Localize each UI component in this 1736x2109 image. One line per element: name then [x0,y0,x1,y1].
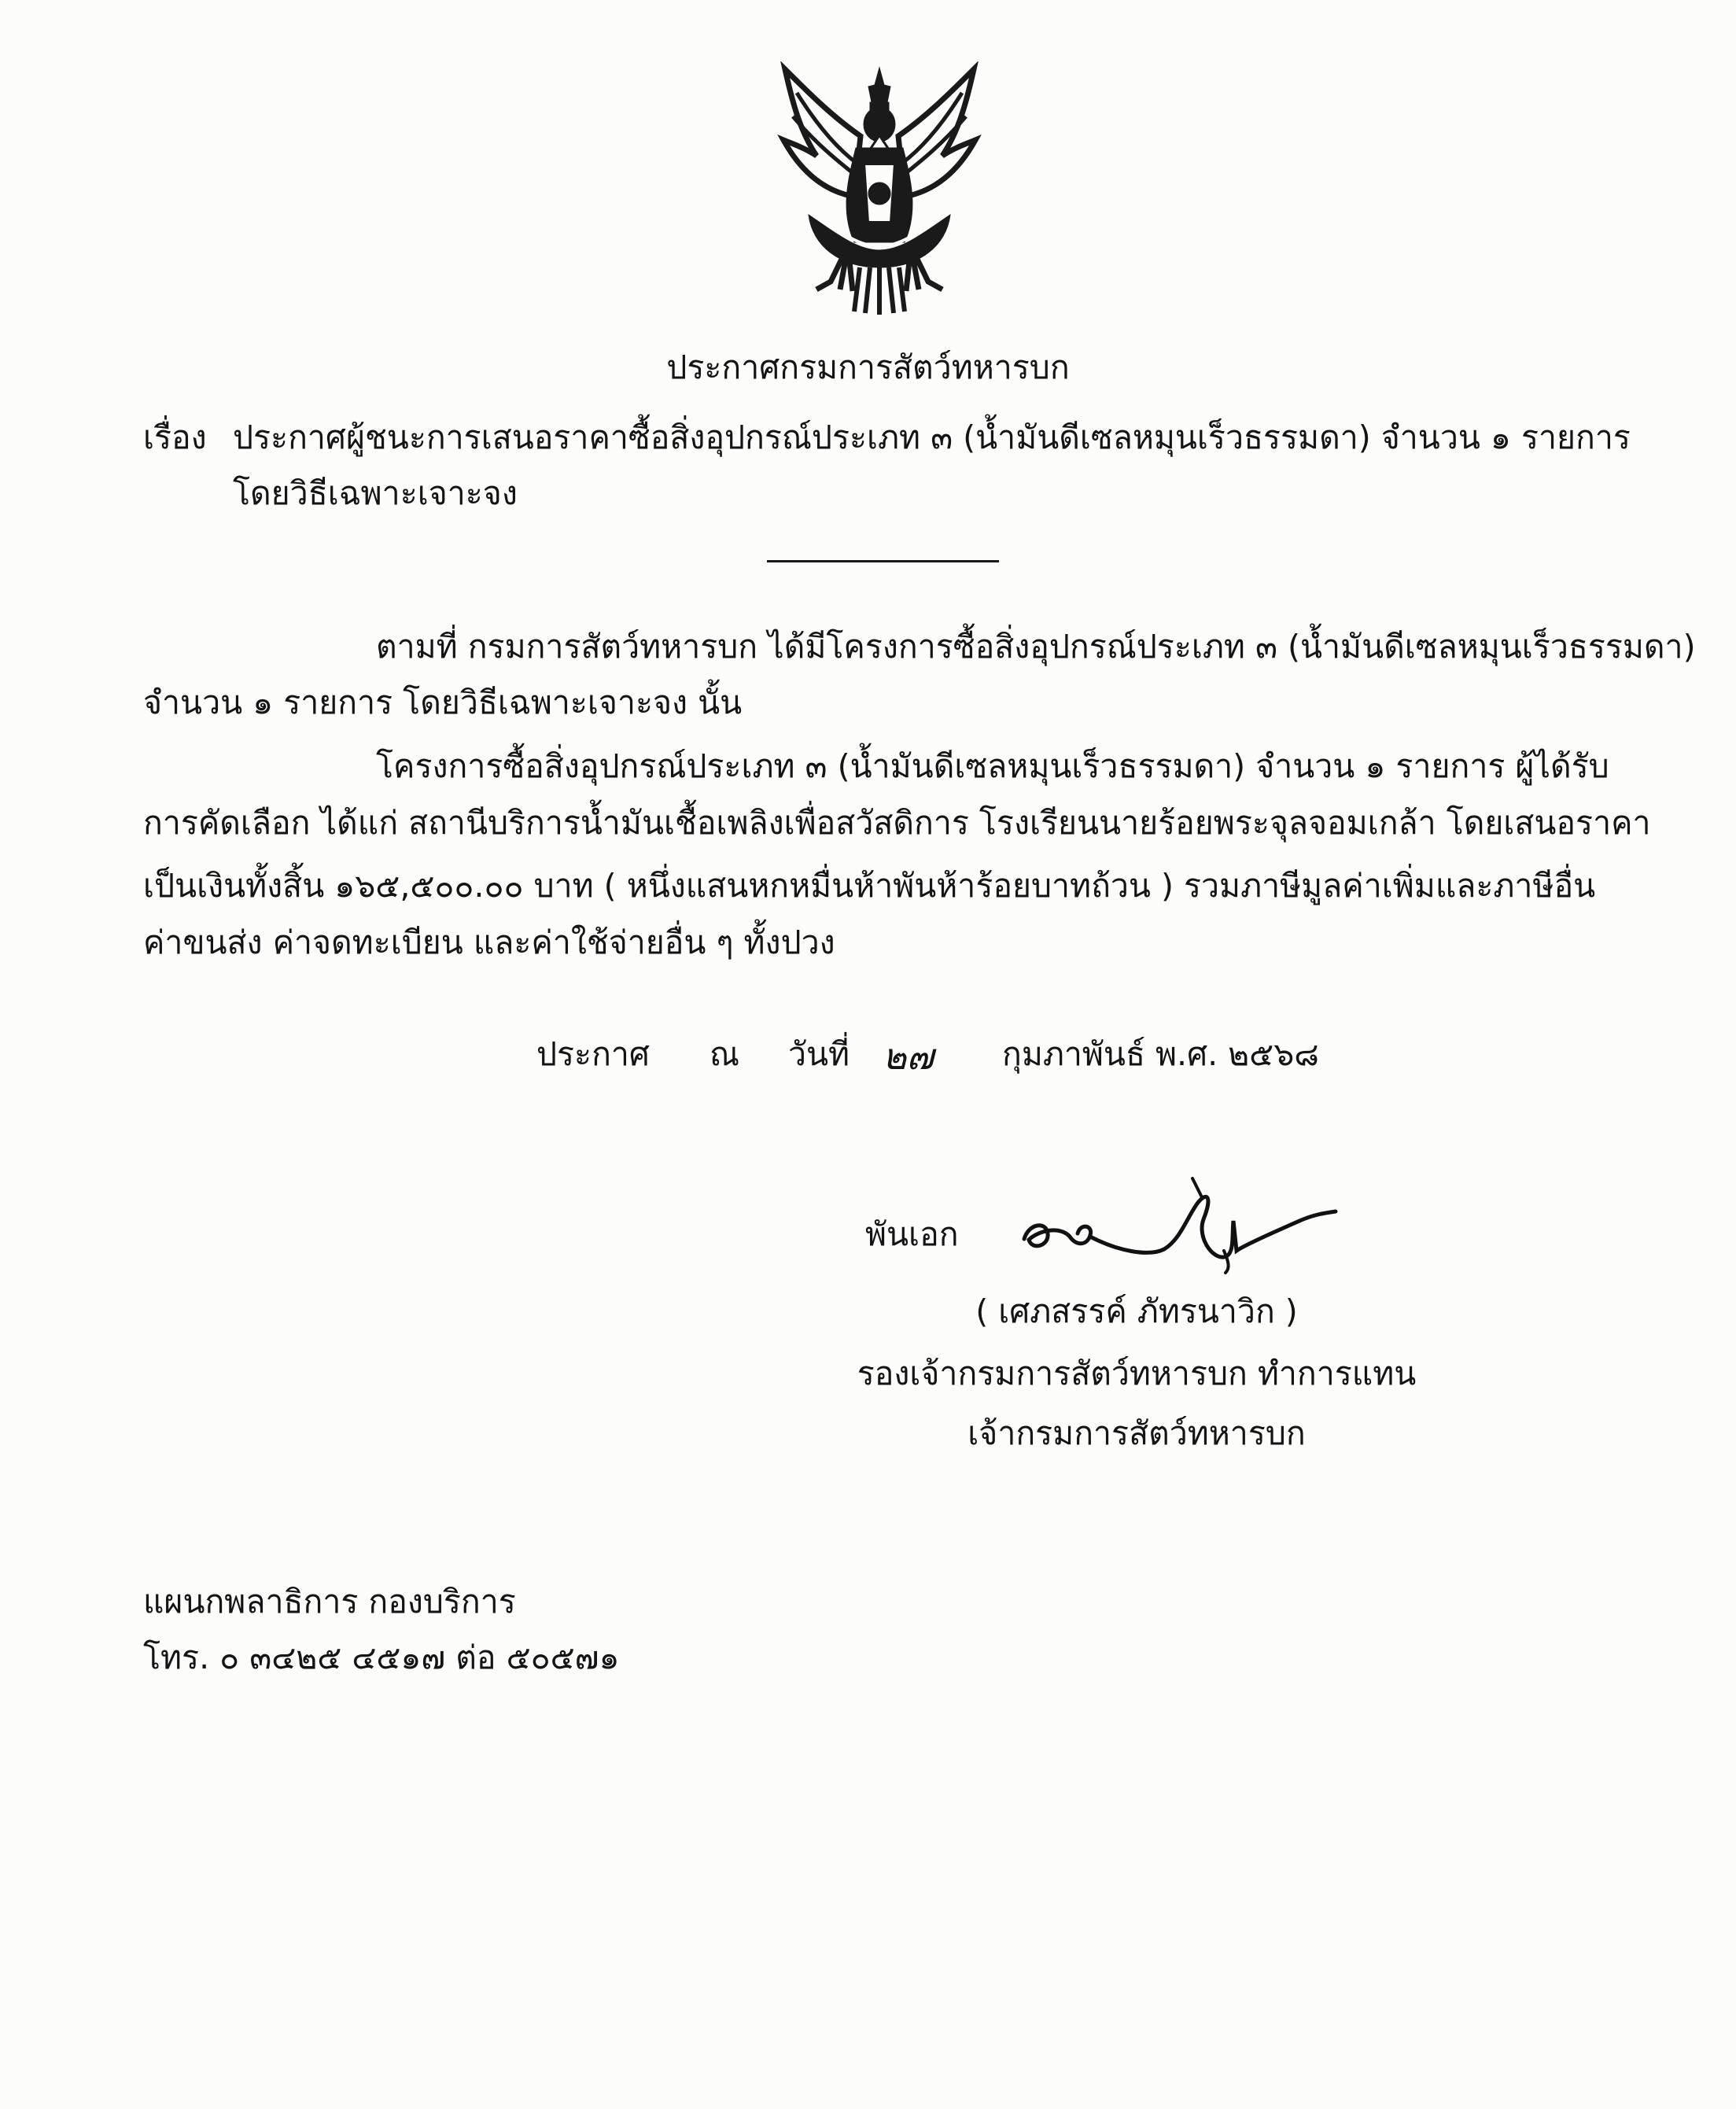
date-day-handwritten: ๒๗ [883,1035,934,1078]
paragraph-2-line-4: ค่าขนส่ง ค่าจดทะเบียน และค่าใช้จ่ายอื่น ๆ ทั้งปวง [143,924,835,961]
signature-icon [1015,1164,1345,1282]
paragraph-1-line-2: จำนวน ๑ รายการ โดยวิธีเฉพาะเจาะจง นั้น [143,684,743,721]
date-announce-word: ประกาศ [536,1035,650,1073]
contact-phone: โทร. ๐ ๓๔๒๕ ๔๕๑๗ ต่อ ๕๐๕๗๑ [143,1639,620,1676]
subject-label: เรื่อง [143,418,207,456]
garuda-emblem-icon [761,61,997,317]
title-divider [767,560,999,562]
announcement-title: ประกาศกรมการสัตว์ทหารบก [666,348,1070,386]
contact-department: แผนกพลาธิการ กองบริการ [143,1583,516,1620]
date-day-label: วันที่ [788,1035,850,1073]
signer-rank: พันเอก [865,1215,959,1253]
paragraph-2-line-2: การคัดเลือก ได้แก่ สถานีบริการน้ำมันเชื้อเพลิงเพื่อสวัสดิการ โรงเรียนนายร้อยพระจุลจอมเกล้า โดยเสนอราคา [143,804,1651,842]
signer-position-line-1: รองเจ้ากรมการสัตว์ทหารบก ทำการแทน [857,1355,1417,1392]
paragraph-2-line-1: โครงการซื้อสิ่งอุปกรณ์ประเภท ๓ (น้ำมันดีเซลหมุนเร็วธรรมดา) จำนวน ๑ รายการ ผู้ได้รับ [376,747,1609,785]
paragraph-1-line-1: ตามที่ กรมการสัตว์ทหารบก ได้มีโครงการซื้อสิ่งอุปกรณ์ประเภท ๓ (น้ำมันดีเซลหมุนเร็วธรรมดา) [376,628,1696,666]
subject-line-2: โดยวิธีเฉพาะเจาะจง [233,474,518,512]
date-month-year: กุมภาพันธ์ พ.ศ. ๒๕๖๘ [1002,1035,1319,1073]
announcement-date [536,1035,1370,1082]
signer-position-line-2: เจ้ากรมการสัตว์ทหารบก [968,1414,1306,1452]
date-at-word: ณ [710,1035,740,1073]
subject-line-1: ประกาศผู้ชนะการเสนอราคาซื้อสิ่งอุปกรณ์ประเภท ๓ (น้ำมันดีเซลหมุนเร็วธรรมดา) จำนวน ๑ รายการ [233,418,1631,456]
signer-name: ( เศภสรรค์ ภัทรนาวิก ) [975,1292,1298,1330]
paragraph-2-line-3: เป็นเงินทั้งสิ้น ๑๖๕,๕๐๐.๐๐ บาท ( หนึ่งแสนหกหมื่นห้าพันห้าร้อยบาทถ้วน ) รวมภาษีมูลค่าเพิ่มและภาษีอื่น [143,867,1596,905]
